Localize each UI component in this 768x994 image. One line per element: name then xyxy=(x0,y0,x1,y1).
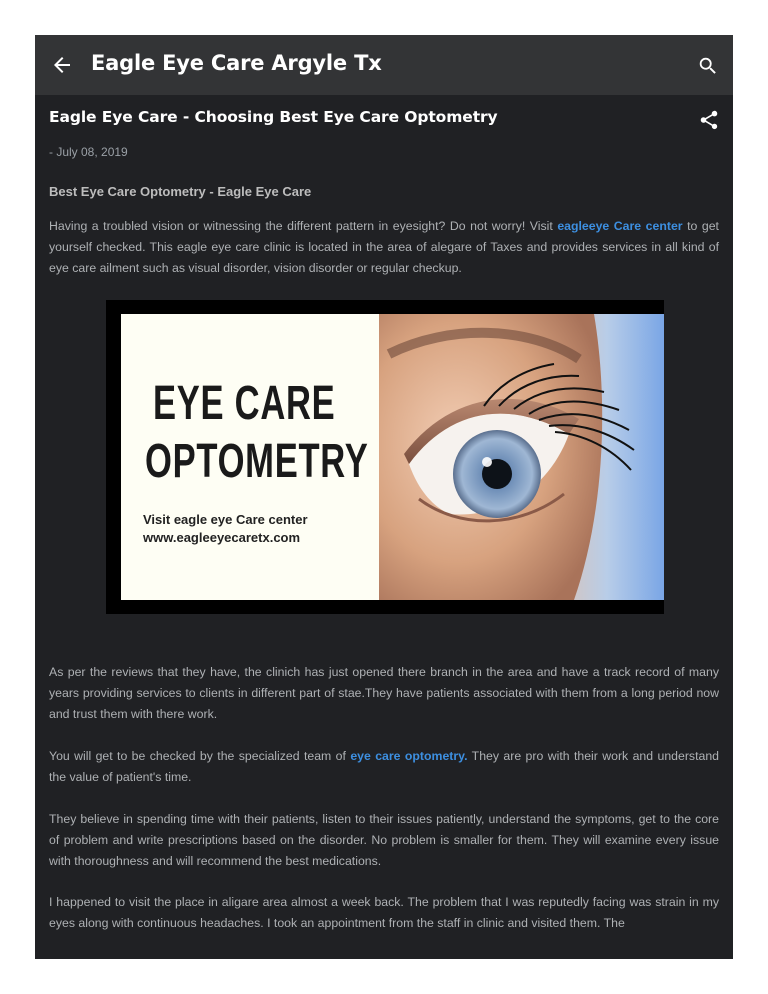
image-text-panel xyxy=(121,314,379,600)
post-title: Eagle Eye Care - Choosing Best Eye Care Optometry xyxy=(49,108,498,126)
image-subtext-line2: www.eagleeyecaretx.com xyxy=(143,530,301,545)
image-content xyxy=(121,314,664,600)
paragraph-visit: I happened to visit the place in aligare area almost a week back. The problem that I was reputedly facing was strain in my eyes along with continuous headaches. I took an appointment from the staff in clinic and visited them. The xyxy=(49,895,719,930)
image-heading-line2: OPTOMETRY xyxy=(145,435,369,488)
arrow-back-icon[interactable] xyxy=(50,53,74,77)
eye-photo xyxy=(379,314,664,600)
paragraph-team-text-a: You will get to be checked by the specialized team of xyxy=(49,749,351,763)
eagleeye-care-center-link[interactable]: eagleeye Care center xyxy=(557,219,683,233)
eye-care-optometry-link[interactable]: eye care optometry. xyxy=(350,749,468,763)
app-frame xyxy=(35,35,733,959)
paragraph-patients: They believe in spending time with their patients, listen to their issues patiently, understand the symptoms, get to the core of problem and write prescriptions based on the disorder. No problem is smaller for them. They will examine every issue with thoroughness and will recommend the best medications. xyxy=(49,812,719,868)
paragraph-intro-text-a: Having a troubled vision or witnessing the different pattern in eyesight? Do not worry! Visit xyxy=(49,219,558,233)
paragraph-team-text-b: They are pro with their work and understand the value of patient's time. xyxy=(49,749,720,784)
paragraph-intro xyxy=(49,216,719,279)
paragraph-reviews: As per the reviews that they have, the clinich has just opened there branch in the area and have a track record of many years providing services to clients in different part of stae.They have patients associated with them from a long period now and trust them with there work. xyxy=(49,665,719,721)
paragraph-team xyxy=(49,746,719,788)
site-title[interactable]: Eagle Eye Care Argyle Tx xyxy=(91,51,382,75)
share-icon[interactable] xyxy=(698,109,720,131)
top-app-bar xyxy=(35,35,733,95)
section-heading: Best Eye Care Optometry - Eagle Eye Care xyxy=(49,184,312,199)
post-date: - July 08, 2019 xyxy=(49,145,128,159)
search-icon[interactable] xyxy=(697,55,719,77)
image-subtext-line1: Visit eagle eye Care center xyxy=(143,512,308,527)
eye-care-optometry-image xyxy=(106,300,664,614)
paragraph-intro-text-b: to get yourself checked. This eagle eye care clinic is located in the area of alegare of Taxes and provides services in all kind of eye care ailment such as visual disorder, vision disorder or regular checkup. xyxy=(49,219,719,275)
image-heading-line1: EYE CARE xyxy=(153,377,336,430)
